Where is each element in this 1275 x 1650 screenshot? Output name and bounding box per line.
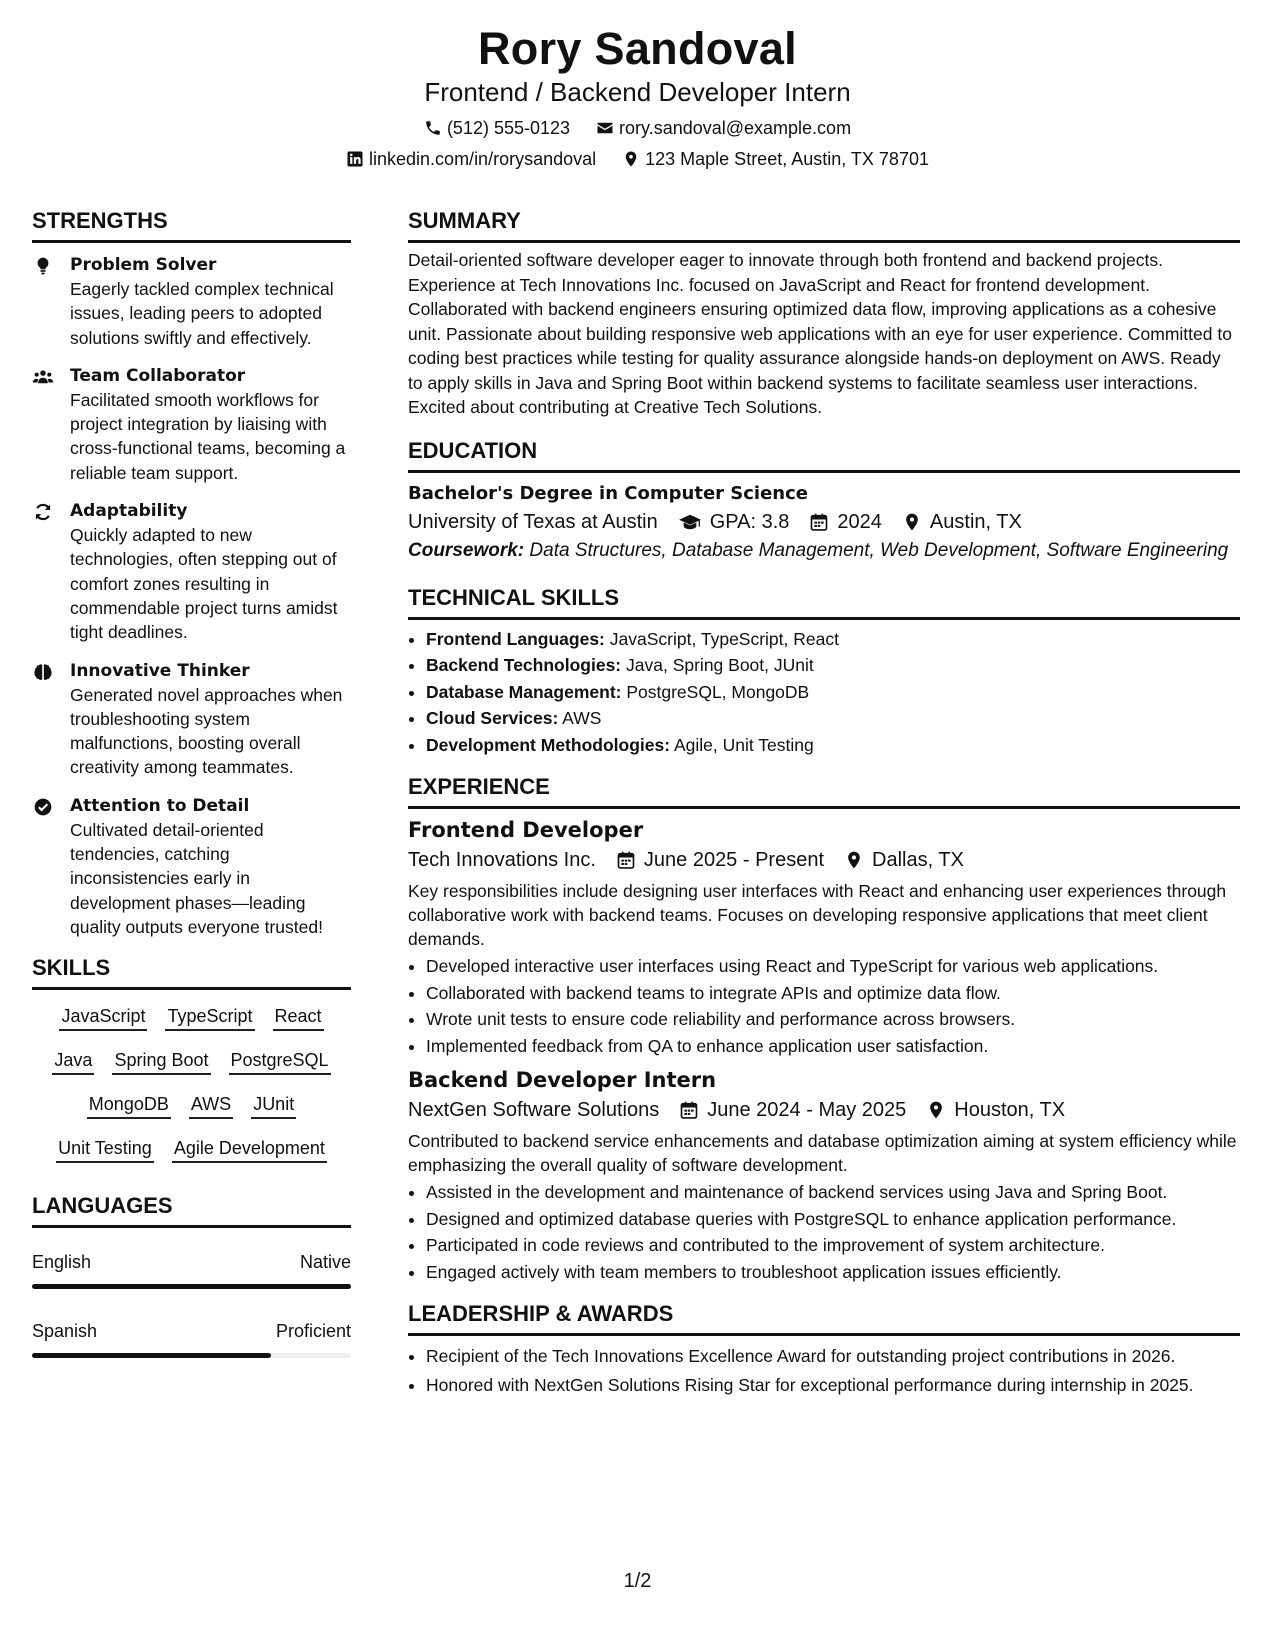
- contact-address: [622, 147, 929, 171]
- languages-heading: LANGUAGES: [32, 1191, 351, 1228]
- calendar-icon: [616, 850, 636, 870]
- language-proficiency-fill: [32, 1353, 271, 1358]
- skill-tag: Unit Testing: [56, 1136, 154, 1163]
- degree-title: Bachelor's Degree in Computer Science: [408, 482, 808, 504]
- technical-skills-heading: TECHNICAL SKILLS: [408, 583, 1240, 620]
- strength-item: [32, 499, 351, 644]
- company-name: NextGen Software Solutions: [408, 1099, 660, 1121]
- map-marker-icon: [926, 1100, 946, 1120]
- graduation-year: 2024: [837, 510, 882, 533]
- skills-heading: SKILLS: [32, 953, 351, 990]
- company-name: Tech Innovations Inc.: [408, 849, 596, 871]
- strength-desc: Cultivated detail-oriented tendencies, catching inconsistencies early in development phases—leading quality outputs everyone trusted!: [70, 819, 323, 937]
- job-description: Contributed to backend service enhancements and database optimization aiming at system efficiency while emphasizing the overall quality of software development.: [408, 1131, 1237, 1175]
- language-proficiency-fill: [32, 1284, 351, 1289]
- language-proficiency-bar: [32, 1284, 351, 1289]
- sync-icon: [32, 499, 70, 644]
- skill-row: [32, 1048, 351, 1075]
- coursework-list: Data Structures, Database Management, Web Development, Software Engineering: [524, 539, 1229, 561]
- strength-desc: Quickly adapted to new technologies, often stepping out of comfort zones resulting in commendable project turns amidst tight deadlines.: [70, 525, 338, 643]
- contact-line-1: [0, 116, 1275, 140]
- experience-heading: EXPERIENCE: [408, 772, 1240, 809]
- skill-category: Database Management:: [426, 681, 622, 702]
- language-name: Spanish: [32, 1321, 98, 1342]
- contact-line-2: [0, 147, 1275, 171]
- right-column: [408, 206, 1240, 1401]
- skill-values: PostgreSQL, MongoDB: [621, 681, 810, 702]
- skill-row: [32, 1004, 351, 1031]
- linkedin-icon: [346, 150, 364, 168]
- technical-skills-section: [408, 583, 1240, 759]
- skill-tag: AWS: [189, 1092, 233, 1119]
- strength-desc: Eagerly tackled complex technical issues, leading peers to adopted solutions swiftly and effectively.: [70, 279, 334, 348]
- list-item: [426, 679, 1240, 706]
- map-marker-icon: [844, 850, 864, 870]
- graduation-cap-icon: [678, 512, 702, 532]
- list-item: • Implemented feedback from QA to enhance application user satisfaction.: [426, 1033, 1240, 1060]
- job-location: Houston, TX: [954, 1099, 1066, 1121]
- job-dates: June 2025 - Present: [643, 849, 825, 871]
- list-item: • Engaged actively with team members to troubleshoot application issues efficiently.: [426, 1259, 1240, 1286]
- technical-skills-list: [408, 626, 1240, 759]
- language-level: Proficient: [275, 1321, 351, 1342]
- strength-item: [32, 794, 351, 939]
- lightbulb-icon: [32, 253, 70, 350]
- list-item: • Developed interactive user interfaces using React and TypeScript for various web applications.: [426, 953, 1240, 980]
- language-item: [32, 1319, 351, 1358]
- map-marker-icon: [622, 150, 640, 168]
- phone-icon: [424, 119, 442, 137]
- calendar-icon: [679, 1100, 699, 1120]
- languages-section: [32, 1191, 351, 1358]
- coursework: [408, 539, 1240, 563]
- email-text[interactable]: rory.sandoval@example.com: [619, 118, 852, 138]
- skill-tag: Java: [52, 1048, 94, 1075]
- skill-tag: React: [273, 1004, 324, 1031]
- list-item: • Assisted in the development and maintenance of backend services using Java and Spring Boot.: [426, 1179, 1240, 1206]
- map-marker-icon: [902, 512, 922, 532]
- awards-heading: LEADERSHIP & AWARDS: [408, 1299, 1240, 1336]
- awards-section: [408, 1299, 1240, 1397]
- skill-tag: PostgreSQL: [229, 1048, 331, 1075]
- list-item: • Wrote unit tests to ensure code reliability and performance across browsers.: [426, 1006, 1240, 1033]
- address-text: 123 Maple Street, Austin, TX 78701: [645, 149, 929, 169]
- list-item: [426, 626, 1240, 653]
- skill-values: Java, Spring Boot, JUnit: [621, 655, 814, 675]
- skill-tag: Agile Development: [172, 1136, 327, 1163]
- language-proficiency-bar: [32, 1353, 351, 1358]
- skill-row: [32, 1092, 351, 1119]
- list-item: [426, 732, 1240, 759]
- strength-item: [32, 364, 351, 485]
- skill-category: Development Methodologies:: [426, 734, 671, 755]
- list-item: • Participated in code reviews and contributed to the improvement of system architecture.: [426, 1232, 1240, 1259]
- gpa-text: GPA: 3.8: [709, 510, 790, 533]
- education-section: [408, 436, 1240, 563]
- language-level: Native: [299, 1252, 351, 1273]
- job-title: Backend Developer Intern: [408, 1068, 717, 1092]
- list-item: • Collaborated with backend teams to integrate APIs and optimize data flow.: [426, 980, 1240, 1007]
- job-entry: [408, 815, 1240, 1059]
- skill-category: Frontend Languages:: [426, 628, 605, 649]
- strength-item: [32, 253, 351, 350]
- education-location: Austin, TX: [929, 510, 1022, 533]
- list-item: • Honored with NextGen Solutions Rising Star for exceptional performance during internship in 2025.: [426, 1373, 1240, 1398]
- strengths-list: [32, 253, 351, 939]
- strength-title: Innovative Thinker: [70, 660, 250, 681]
- linkedin-text[interactable]: linkedin.com/in/rorysandoval: [369, 149, 597, 169]
- skill-category: Cloud Services:: [426, 708, 559, 728]
- job-location: Dallas, TX: [872, 849, 964, 871]
- strength-title: Adaptability: [70, 501, 188, 522]
- check-circle-icon: [32, 794, 70, 939]
- job-bullets: [408, 1179, 1240, 1285]
- summary-heading: SUMMARY: [408, 206, 1240, 243]
- list-item: [426, 705, 1240, 732]
- strength-title: Problem Solver: [70, 255, 217, 275]
- strength-item: [32, 659, 351, 780]
- language-name: English: [32, 1252, 92, 1273]
- candidate-name: Rory Sandoval: [478, 23, 797, 74]
- left-column: [32, 206, 351, 1358]
- skill-values: Agile, Unit Testing: [670, 734, 814, 755]
- job-meta: [408, 845, 1240, 875]
- calendar-icon: [809, 512, 829, 532]
- page-number: 1/2: [623, 1570, 652, 1592]
- school-name: University of Texas at Austin: [408, 510, 658, 533]
- skill-tag: TypeScript: [165, 1004, 254, 1031]
- skill-row: [32, 1136, 351, 1163]
- job-entry: [408, 1065, 1240, 1285]
- coursework-label: Coursework:: [408, 539, 525, 561]
- strength-desc: Generated novel approaches when troubleshooting system malfunctions, boosting overall creativity among teammates.: [70, 684, 343, 778]
- job-description: Key responsibilities include designing user interfaces with React and enhancing user experiences through collaborative work with backend teams. Focuses on developing responsive applications that meet client demands.: [408, 881, 1227, 949]
- language-item: [32, 1250, 351, 1289]
- list-item: • Recipient of the Tech Innovations Excellence Award for outstanding project contributions in 2026.: [426, 1344, 1240, 1369]
- skill-tag: Spring Boot: [112, 1048, 210, 1075]
- skills-tags: [32, 1004, 351, 1163]
- skill-tag: JavaScript: [59, 1004, 147, 1031]
- job-dates: June 2024 - May 2025: [707, 1099, 907, 1121]
- job-bullets: [408, 953, 1240, 1059]
- envelope-icon: [596, 119, 614, 137]
- candidate-title: Frontend / Backend Developer Intern: [424, 77, 851, 107]
- list-item: [426, 652, 1240, 679]
- summary-text: Detail-oriented software developer eager to innovate through both frontend and backend projects. Experience at Tech Innovations Inc. focused on JavaScript and React for frontend development. Collaborated with backend engineers ensuring optimized data flow, improving applications as a cohesive unit. Passionate about building responsive web applications with an eye for user experience. Committed to coding best practices while testing for quality assurance alongside hands-on deployment on AWS. Ready to apply skills in Java and Spring Boot within backend systems to facilitate seamless user interactions. Excited about contributing at Creative Tech Solutions.: [408, 250, 1232, 417]
- skill-values: JavaScript, TypeScript, React: [604, 628, 839, 649]
- education-heading: EDUCATION: [408, 436, 1240, 473]
- skill-tag: MongoDB: [87, 1092, 171, 1119]
- awards-list: [408, 1344, 1240, 1397]
- skill-category: Backend Technologies:: [426, 655, 622, 675]
- resume-header: [0, 22, 1275, 171]
- strength-title: Attention to Detail: [70, 795, 250, 816]
- contact-email[interactable]: [596, 116, 851, 140]
- job-meta: [408, 1095, 1240, 1125]
- experience-section: [408, 772, 1240, 1285]
- contact-phone: [424, 116, 570, 140]
- phone-text: (512) 555-0123: [446, 118, 571, 138]
- job-title: Frontend Developer: [408, 818, 644, 842]
- contact-linkedin[interactable]: [346, 147, 596, 171]
- skill-tag: JUnit: [251, 1092, 296, 1119]
- strengths-heading: STRENGTHS: [32, 206, 351, 243]
- strength-title: Team Collaborator: [70, 365, 246, 386]
- brain-icon: [32, 659, 70, 780]
- strength-desc: Facilitated smooth workflows for project integration by liaising with cross-functional teams, becoming a reliable team support.: [70, 389, 346, 483]
- education-meta: [408, 507, 1240, 537]
- list-item: • Designed and optimized database queries with PostgreSQL to enhance application performance.: [426, 1206, 1240, 1233]
- skill-values: AWS: [558, 708, 602, 728]
- users-icon: [32, 364, 70, 485]
